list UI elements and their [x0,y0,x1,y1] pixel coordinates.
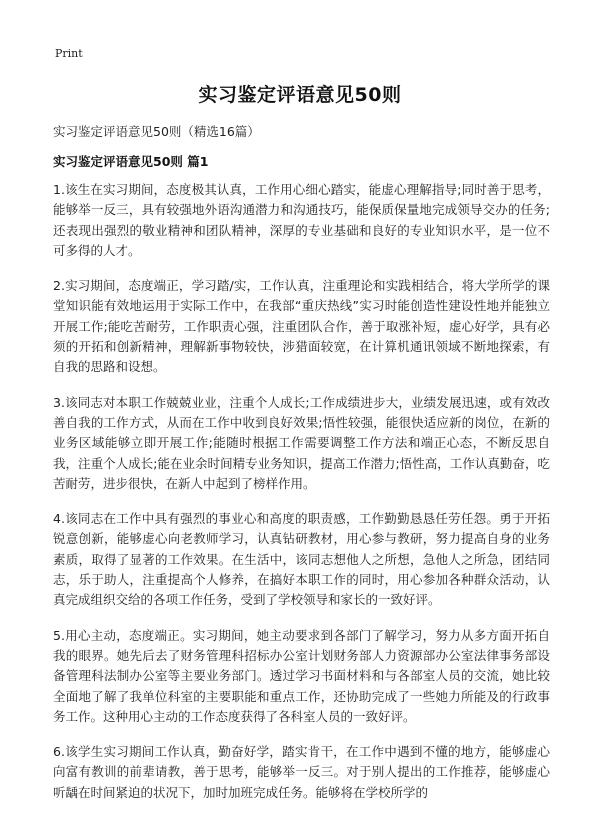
print-label: Print [55,47,83,60]
page-title: 实习鉴定评语意见50则 [198,84,402,106]
document-body [53,180,550,818]
document-subtitle: 实习鉴定评语意见50则（精选16篇） [53,124,260,139]
paragraph: 5.用心主动，态度端正。实习期间，她主动要求到各部门了解学习，努力从多方面开拓自我的眼界。她先后去了财务管理科招标办公室计划财务部人力资源部办公室法律事务部设备管理科法制办公室等主要业务部门。透过学习书面材料和与各部室人员的交流，她比较全面地了解了我单位科室的主要职能和重点工作，还协助完成了一些她力所能及的行政事务工作。这种用心主动的工作态度获得了各科室人员的一致好评。 [53,627,550,724]
section-heading: 实习鉴定评语意见50则 篇1 [53,154,209,169]
paragraph: 1.该生在实习期间，态度极其认真，工作用心细心踏实，能虚心理解指导;同时善于思考，能够举一反三，具有较强地外语沟通潜力和沟通技巧，能保质保量地完成领导交办的任务;还表现出强烈的敬业精神和团队精神，深厚的专业基础和良好的专业知识水平，是一位不可多得的人才。 [53,182,550,258]
paragraph: 4.该同志在工作中具有强烈的事业心和高度的职责感，工作勤勤恳恳任劳任怨。勇于开拓锐意创新，能够虚心向老教师学习，认真钻研教材，用心参与教研，努力提高自身的业务素质，取得了显著的工作效果。在生活中，该同志想他人之所想，急他人之所急，团结同志，乐于助人，注重提高个人修养，在搞好本职工作的同时，用心参加各种群众活动，认真完成组织交给的各项工作任务，受到了学校领导和家长的一致好评。 [53,511,550,608]
paragraph: 3.该同志对本职工作兢兢业业，注重个人成长;工作成绩进步大，业绩发展迅速，或有效改善自我的工作方式，从而在工作中收到良好效果;悟性较强，能很快适应新的岗位，在新的业务区域能够立即开展工作;能随时根据工作需要调整工作方法和端正心态，不断反思自我，注重个人成长;能在业余时间精专业务知识，提高工作潜力;悟性高，工作认真勤奋，吃苦耐劳，进步很快，在新人中起到了榜样作用。 [53,394,550,491]
paragraph: 6.该学生实习期间工作认真，勤奋好学，踏实肯干，在工作中遇到不懂的地方，能够虚心向富有教训的前辈请教，善于思考，能够举一反三。对于别人提出的工作推荐，能够虚心听龋在时间紧迫的状况下，加时加班完成任务。能够将在学校所学的 [53,744,550,800]
paragraph: 2.实习期间，态度端正，学习踏/实，工作认真，注重理论和实践相结合，将大学所学的课堂知识能有效地运用于实际工作中，在我部“重庆热线”实习时能创造性建设性地并能独立开展工作;能吃苦耐劳，工作职责心强，注重团队合作，善于取涨补短，虚心好学，具有必须的开拓和创新精神，理解新事物较快，涉猎面较宽，在计算机通讯领域不断地探索，有自我的思路和设想。 [53,278,550,375]
